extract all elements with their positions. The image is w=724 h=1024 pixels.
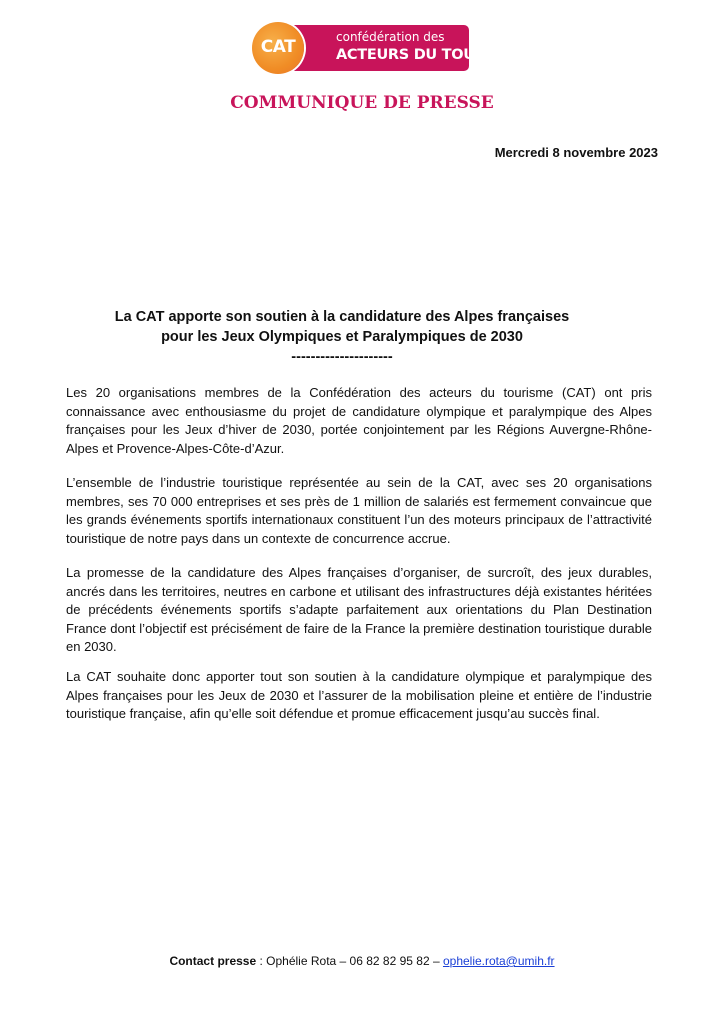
logo-banner <box>276 25 525 71</box>
contact-label: Contact presse <box>169 954 257 968</box>
paragraph-1 <box>66 384 652 458</box>
contact-separator: : <box>256 954 267 968</box>
paragraph-text: Les 20 organisations membres de la Confédération des acteurs du tourisme (CAT) ont pris connaissance avec enthousiasme du projet de candidature olympique et paralympique des Alpes françaises pour les Jeux d’hiver de 2030, portée conjointement par les Régions Auvergne-Rhône-Alpes et Provence-Alpes-Côte-d’Azur. <box>66 385 652 456</box>
headline <box>0 307 684 367</box>
logo-disc-icon <box>252 22 304 74</box>
contact-email-link[interactable]: ophelie.rota@umih.fr <box>442 954 555 968</box>
paragraph-text: L’ensemble de l’industrie touristique représentée au sein de la CAT, avec ses 20 organisations membres, ses 70 000 entreprises et ses près de 1 million de salariés est fermement convaincue que les grands événements sportifs internationaux constituent l’un des moteurs principaux de l’attractivité touristique de notre pays dans un contexte de concurrence accrue. <box>66 475 652 546</box>
paragraph-4 <box>66 668 652 724</box>
contact-details: Ophélie Rota – 06 82 82 95 82 – <box>266 954 443 968</box>
cat-logo <box>252 22 525 74</box>
headline-separator: --------------------- <box>291 349 393 365</box>
paragraph-text: La CAT souhaite donc apporter tout son soutien à la candidature olympique et paralympique des Alpes françaises pour les Jeux de 2030 et l’assurer de la mobilisation pleine et entière de l’industrie touristique française, afin qu’elle soit défendue et promue efficacement jusqu’au succès final. <box>66 669 652 721</box>
headline-line-2: pour les Jeux Olympiques et Paralympiques de 2030 <box>161 329 523 345</box>
logo-line-1: confédération des <box>336 30 445 44</box>
release-date: Mercredi 8 novembre 2023 <box>494 145 658 160</box>
logo-line-2: ACTEURS DU TOURISME <box>336 47 525 63</box>
press-contact <box>0 954 724 968</box>
paragraph-text: La promesse de la candidature des Alpes françaises d’organiser, de surcroît, des jeux durables, ancrés dans les territoires, neutres en carbone et utilisant des infrastructures déjà existantes héritées de précédents événements sportifs s’adapte parfaitement aux orientations du Plan Destination France dont l’objectif est précisément de faire de la France la première destination touristique durable en 2030. <box>66 565 652 654</box>
paragraph-2 <box>66 474 652 548</box>
headline-line-1: La CAT apporte son soutien à la candidature des Alpes françaises <box>114 309 570 325</box>
paragraph-3 <box>66 564 652 657</box>
press-release-title: COMMUNIQUE DE PRESSE <box>230 93 494 113</box>
logo-abbr: CAT <box>260 37 296 57</box>
